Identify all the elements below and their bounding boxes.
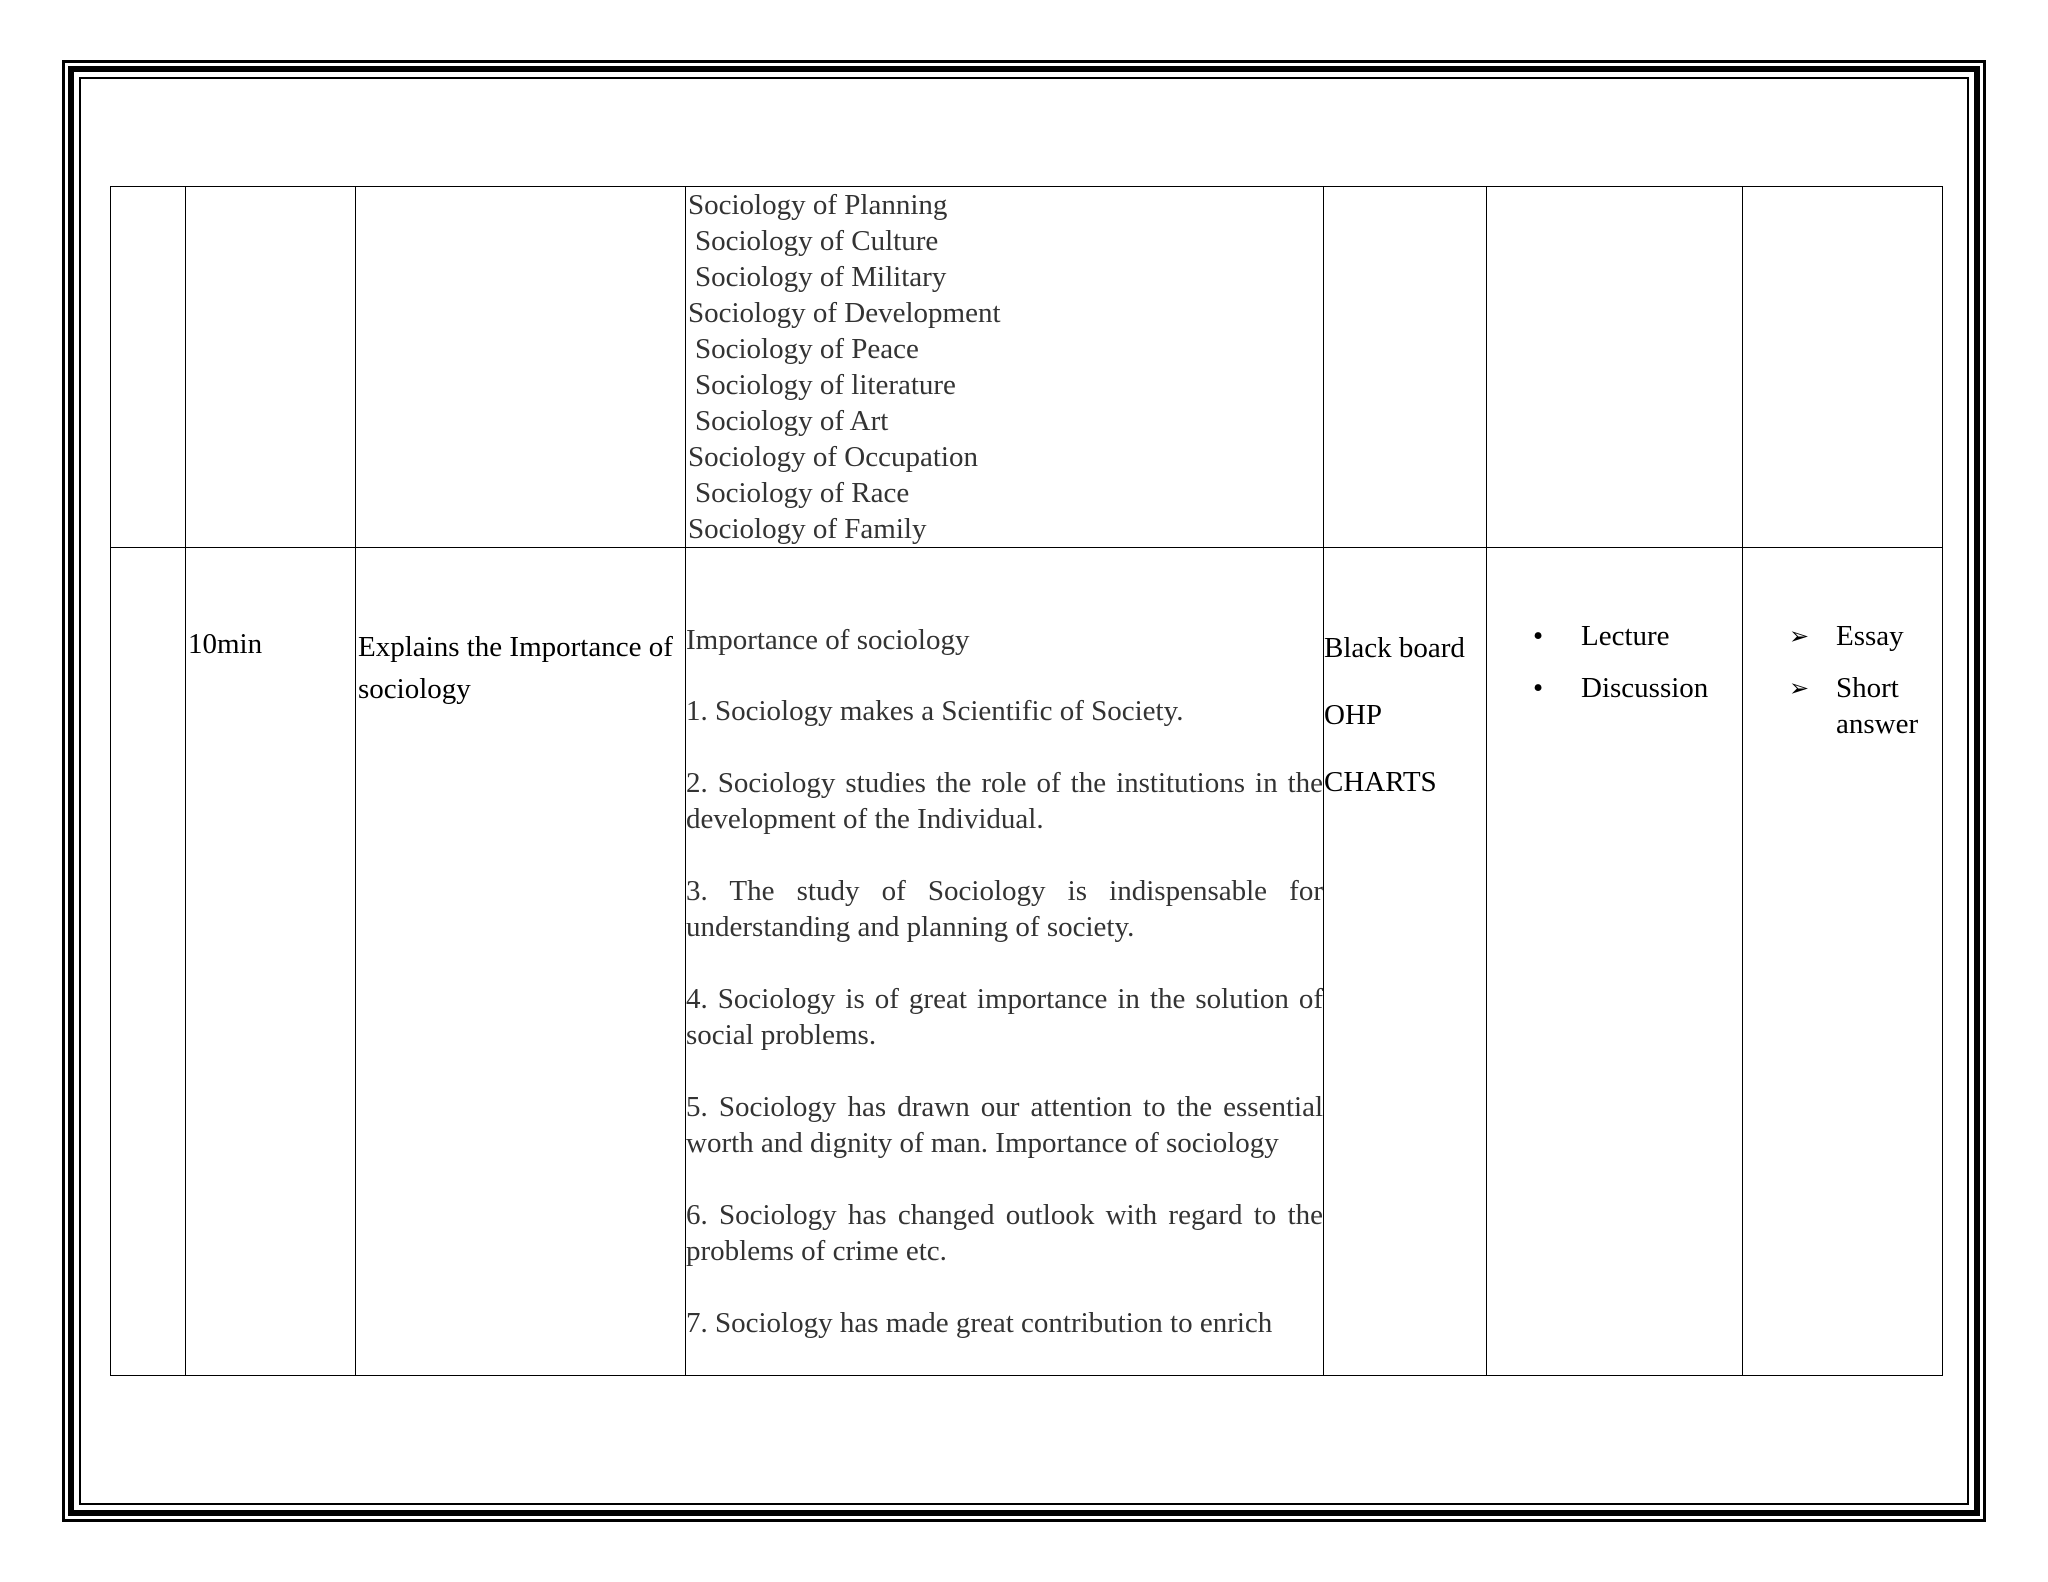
list-item: Sociology of Art [695, 405, 889, 437]
cell-methods [1487, 187, 1743, 548]
list-item: Sociology of Occupation [688, 441, 978, 473]
content-point: 2. Sociology studies the role of the institutions in the development of the Individual. [686, 767, 1323, 835]
cell-content [686, 548, 1324, 1376]
content-point: 4. Sociology is of great importance in the solution of social problems. [686, 983, 1323, 1051]
list-item: Sociology of Family [688, 513, 927, 545]
list-item: Sociology of Military [695, 261, 947, 293]
aid-item: CHARTS [1324, 766, 1437, 798]
objective-text: Explains the Importance of sociology [358, 631, 673, 705]
content-point: 7. Sociology has made great contribution to enrich [686, 1307, 1273, 1339]
list-item [1487, 670, 1742, 706]
method-label: Lecture [1581, 620, 1670, 652]
content-heading: Importance of sociology [686, 624, 970, 656]
aid-item: Black board [1324, 632, 1465, 664]
cell-evaluation [1743, 548, 1943, 1376]
method-label: Discussion [1581, 672, 1709, 704]
content-point: 6. Sociology has changed outlook with regard to the problems of crime etc. [686, 1199, 1323, 1267]
evaluation-label: Essay [1836, 620, 1904, 652]
cell-time [186, 187, 356, 548]
cell-sno [111, 187, 186, 548]
evaluation-list [1743, 618, 1942, 742]
list-item: Sociology of Peace [695, 333, 919, 365]
list-item [1743, 618, 1942, 654]
content-point: 1. Sociology makes a Scientific of Society. [686, 695, 1184, 727]
bullet-icon: • [1533, 620, 1544, 652]
table-row [111, 548, 1943, 1376]
methods-list [1487, 618, 1742, 706]
list-item: Sociology of Culture [695, 225, 939, 257]
cell-aids [1324, 548, 1487, 1376]
cell-objective [356, 548, 686, 1376]
subject-list [686, 187, 1323, 547]
list-item: Sociology of Race [695, 477, 910, 509]
list-item: Sociology of Development [688, 297, 1001, 329]
cell-sno [111, 548, 186, 1376]
list-item [1487, 618, 1742, 654]
cell-aids [1324, 187, 1487, 548]
bullet-icon: • [1533, 672, 1544, 704]
lesson-plan-table [110, 186, 1943, 1376]
arrow-bullet-icon: ➢ [1789, 674, 1810, 702]
list-item: Sociology of Planning [688, 189, 948, 221]
content-point: 3. The study of Sociology is indispensable for understanding and planning of society. [686, 875, 1323, 943]
aid-item: OHP [1324, 699, 1383, 731]
evaluation-label: Short answer [1836, 672, 1919, 740]
table-row [111, 187, 1943, 548]
cell-content [686, 187, 1324, 548]
cell-time: 10min [186, 548, 356, 1376]
list-item [1743, 670, 1942, 742]
cell-evaluation [1743, 187, 1943, 548]
cell-methods [1487, 548, 1743, 1376]
cell-objective [356, 187, 686, 548]
content-point: 5. Sociology has drawn our attention to the essential worth and dignity of man. Importance of sociology [686, 1091, 1323, 1159]
arrow-bullet-icon: ➢ [1789, 622, 1810, 650]
list-item: Sociology of literature [695, 369, 956, 401]
